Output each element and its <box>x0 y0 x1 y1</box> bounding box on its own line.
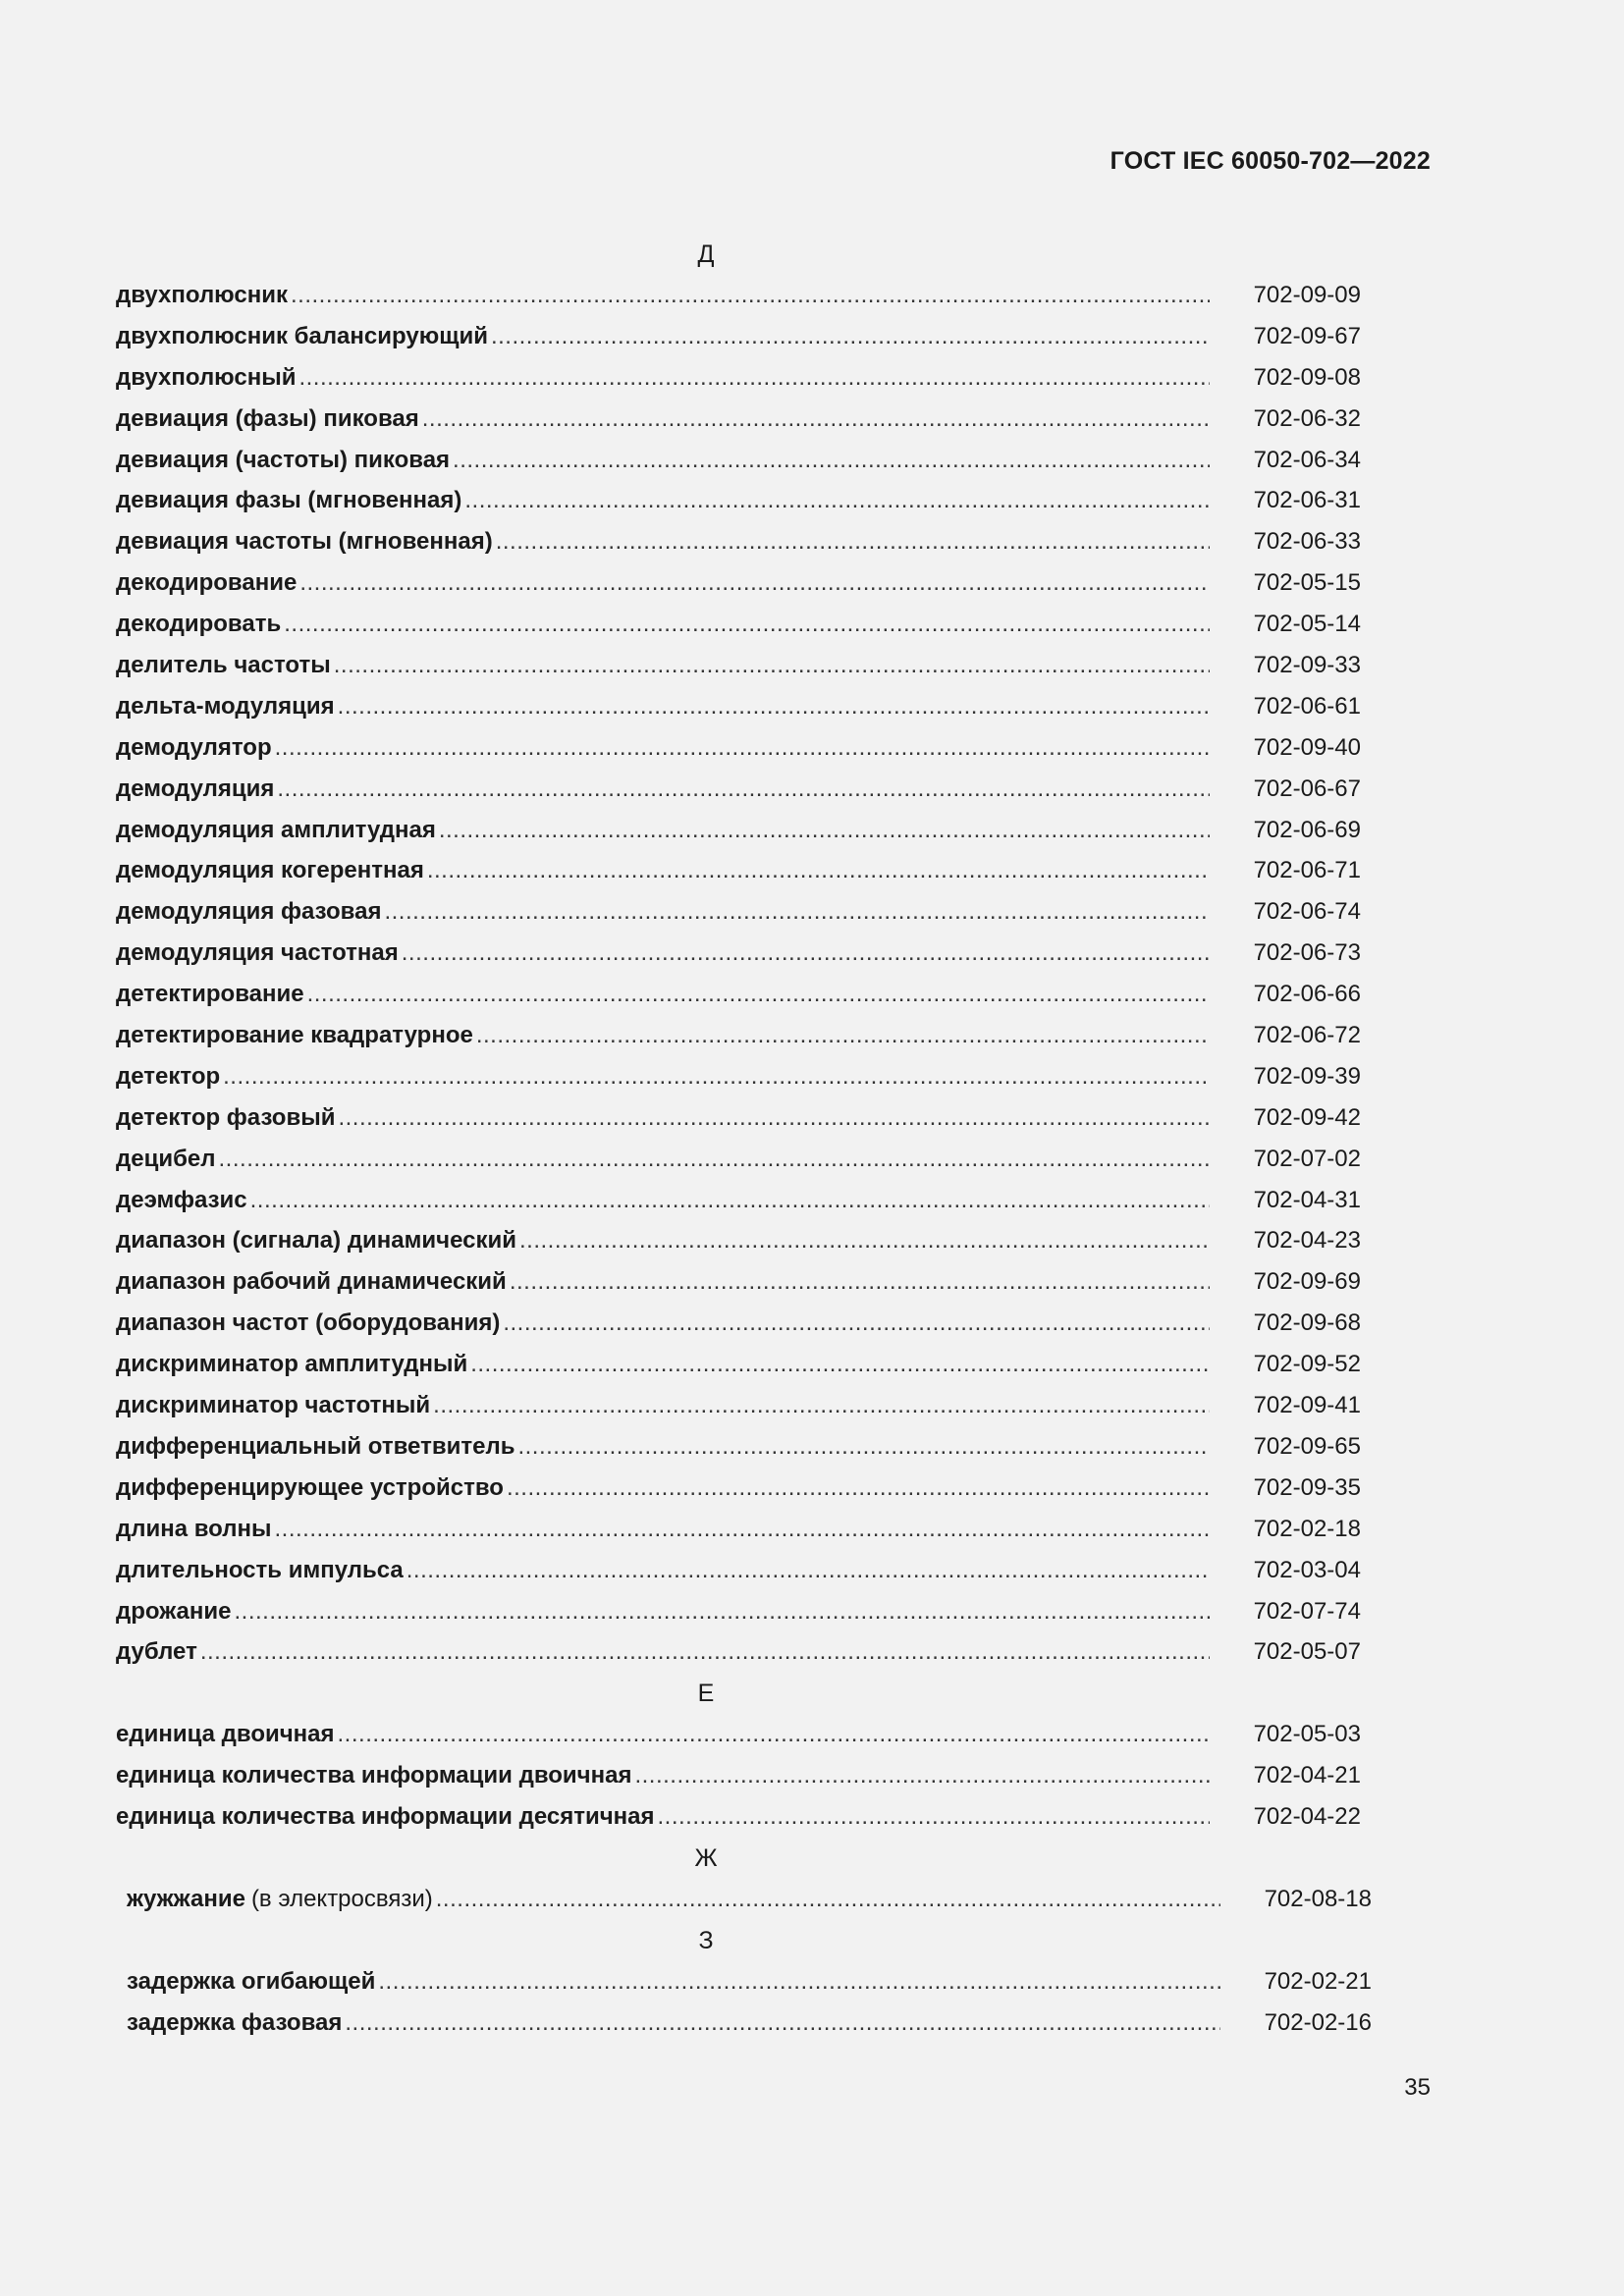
entry-term: задержка фазовая <box>127 2008 343 2036</box>
index-entry <box>116 1139 1390 1180</box>
entry-code: 702-09-09 <box>1253 282 1361 308</box>
entry-term: дублет <box>116 1638 197 1666</box>
entry-term: двухполюсник балансирующий <box>116 322 488 349</box>
dot-leader <box>345 2002 1220 2044</box>
dot-leader <box>274 1509 1210 1550</box>
index-entry <box>116 521 1390 562</box>
dot-leader <box>491 316 1210 357</box>
entry-code: 702-06-71 <box>1253 857 1361 884</box>
section-letter: З <box>698 1926 714 1954</box>
entry-term: девиация (фазы) пиковая <box>116 404 419 432</box>
entry-code: 702-07-74 <box>1253 1597 1361 1625</box>
dot-leader <box>338 1097 1210 1139</box>
dot-leader <box>334 645 1210 686</box>
entry-code: 702-02-21 <box>1264 1967 1372 1995</box>
index-entry <box>116 769 1390 810</box>
index-entry <box>116 1097 1390 1139</box>
index-entry <box>116 686 1390 727</box>
entry-term: детектирование квадратурное <box>116 1022 473 1049</box>
index-entry <box>116 1015 1390 1056</box>
index-section-zh <box>116 1838 1390 1920</box>
index-entry <box>116 891 1390 933</box>
dot-leader <box>436 1879 1220 1920</box>
entry-code: 702-09-40 <box>1253 733 1361 761</box>
index-entry <box>116 1468 1390 1509</box>
entry-code: 702-06-66 <box>1253 981 1361 1008</box>
index-entry <box>116 974 1390 1015</box>
dot-leader <box>275 727 1210 769</box>
section-letter: Е <box>697 1680 715 1708</box>
dot-leader <box>517 1426 1210 1468</box>
dot-leader <box>250 1180 1210 1221</box>
index-entry <box>116 1056 1390 1097</box>
index-entry <box>116 316 1390 357</box>
dot-leader <box>223 1056 1210 1097</box>
entry-code: 702-06-73 <box>1253 939 1361 967</box>
dot-leader <box>510 1261 1210 1303</box>
index-entry <box>116 850 1390 891</box>
dot-leader <box>634 1755 1210 1796</box>
entry-code: 702-06-72 <box>1253 1022 1361 1049</box>
entry-note: (в электросвязи) <box>250 1885 433 1912</box>
entry-code: 702-04-23 <box>1253 1227 1361 1255</box>
dot-leader <box>427 850 1210 891</box>
dot-leader <box>277 769 1210 810</box>
dot-leader <box>338 1714 1210 1755</box>
index-entry <box>116 399 1390 440</box>
dot-leader <box>453 440 1210 481</box>
entry-code: 702-06-61 <box>1253 692 1361 720</box>
entry-term: длительность импульса <box>116 1556 404 1583</box>
dot-leader <box>402 933 1210 974</box>
dot-leader <box>433 1385 1210 1426</box>
entry-code: 702-06-32 <box>1253 404 1361 432</box>
alphabetical-index <box>116 234 1390 2044</box>
dot-leader <box>378 1961 1220 2002</box>
dot-leader <box>470 1344 1210 1385</box>
entry-term: дифференцирующее устройство <box>116 1473 504 1501</box>
index-entry <box>127 1879 1390 1920</box>
entry-code: 702-09-65 <box>1253 1432 1361 1460</box>
dot-leader <box>496 521 1210 562</box>
index-entry <box>116 1426 1390 1468</box>
entry-code: 702-09-33 <box>1253 652 1361 679</box>
entry-term: дифференциальный ответвитель <box>116 1432 515 1460</box>
entry-term: девиация частоты (мгновенная) <box>116 528 493 556</box>
index-entry <box>127 1961 1390 2002</box>
entry-term: длина волны <box>116 1515 272 1542</box>
entry-code: 702-09-08 <box>1253 363 1361 391</box>
dot-leader <box>291 275 1210 316</box>
dot-leader <box>307 974 1210 1015</box>
dot-leader <box>439 810 1210 851</box>
entry-term: детектор фазовый <box>116 1103 336 1131</box>
entry-code: 702-09-68 <box>1253 1309 1361 1337</box>
entry-term: демодуляция <box>116 774 275 802</box>
entry-term: делитель частоты <box>116 652 331 679</box>
entry-term: дискриминатор частотный <box>116 1392 431 1419</box>
entry-code: 702-06-31 <box>1253 487 1361 514</box>
document-header: ГОСТ IEC 60050-702—2022 <box>1110 147 1431 175</box>
entry-term: деэмфазис <box>116 1186 247 1213</box>
dot-leader <box>657 1796 1210 1838</box>
index-section-e <box>116 1673 1390 1838</box>
dot-leader <box>384 891 1210 933</box>
entry-term: жужжание <box>127 1885 245 1912</box>
index-entry <box>116 645 1390 686</box>
dot-leader <box>476 1015 1210 1056</box>
entry-code: 702-05-14 <box>1253 611 1361 638</box>
entry-term: девиация (частоты) пиковая <box>116 446 451 473</box>
dot-leader <box>235 1591 1211 1632</box>
entry-code: 702-09-42 <box>1253 1103 1361 1131</box>
entry-code: 702-09-35 <box>1253 1473 1361 1501</box>
entry-term: девиация фазы (мгновенная) <box>116 487 462 514</box>
entry-term: декодирование <box>116 569 298 597</box>
dot-leader <box>219 1139 1210 1180</box>
entry-code: 702-09-52 <box>1253 1351 1361 1378</box>
entry-term: единица количества информации десятичная <box>116 1803 655 1831</box>
index-entry <box>116 810 1390 851</box>
index-entry <box>116 933 1390 974</box>
entry-code: 702-08-18 <box>1264 1885 1372 1912</box>
index-entry <box>116 1591 1390 1632</box>
entry-term: единица количества информации двоичная <box>116 1762 632 1789</box>
index-entry <box>116 1631 1390 1673</box>
entry-code: 702-04-21 <box>1253 1762 1361 1789</box>
entry-term: дрожание <box>116 1597 232 1625</box>
entry-code: 702-06-74 <box>1253 898 1361 926</box>
entry-term: демодуляция когерентная <box>116 857 424 884</box>
entry-code: 702-06-67 <box>1253 774 1361 802</box>
entry-term: демодуляция амплитудная <box>116 816 436 843</box>
index-entry <box>116 562 1390 604</box>
entry-term: децибел <box>116 1145 216 1172</box>
section-letter: Д <box>697 240 715 268</box>
entry-code: 702-09-41 <box>1253 1392 1361 1419</box>
entry-code: 702-02-16 <box>1264 2008 1372 2036</box>
entry-term: дискриминатор амплитудный <box>116 1351 468 1378</box>
entry-term: двухполюсный <box>116 363 297 391</box>
entry-code: 702-05-03 <box>1253 1721 1361 1748</box>
dot-leader <box>422 399 1210 440</box>
index-section-d <box>116 234 1390 1673</box>
entry-code: 702-07-02 <box>1253 1145 1361 1172</box>
dot-leader <box>338 686 1210 727</box>
entry-term: диапазон частот (оборудования) <box>116 1309 501 1337</box>
entry-term: диапазон рабочий динамический <box>116 1268 507 1296</box>
index-entry <box>116 1509 1390 1550</box>
index-entry <box>116 275 1390 316</box>
entry-code: 702-05-15 <box>1253 569 1361 597</box>
entry-code: 702-06-69 <box>1253 816 1361 843</box>
index-entry <box>116 440 1390 481</box>
entry-term: единица двоичная <box>116 1721 335 1748</box>
index-entry <box>116 1220 1390 1261</box>
dot-leader <box>464 480 1210 521</box>
index-entry <box>116 727 1390 769</box>
index-entry <box>116 604 1390 645</box>
entry-code: 702-05-07 <box>1253 1638 1361 1666</box>
page-number: 35 <box>1404 2074 1431 2101</box>
index-entry <box>116 1550 1390 1591</box>
dot-leader <box>200 1631 1210 1673</box>
entry-term: дельта-модуляция <box>116 692 335 720</box>
dot-leader <box>406 1550 1210 1591</box>
entry-term: демодулятор <box>116 733 272 761</box>
entry-term: декодировать <box>116 611 282 638</box>
entry-term: демодуляция фазовая <box>116 898 382 926</box>
dot-leader <box>519 1220 1210 1261</box>
index-entry <box>116 1385 1390 1426</box>
entry-code: 702-06-34 <box>1253 446 1361 473</box>
dot-leader <box>299 562 1210 604</box>
entry-code: 702-02-18 <box>1253 1515 1361 1542</box>
entry-term: двухполюсник <box>116 282 288 308</box>
entry-term: детектор <box>116 1062 221 1090</box>
index-entry <box>116 480 1390 521</box>
entry-code: 702-03-04 <box>1253 1556 1361 1583</box>
dot-leader <box>503 1303 1210 1344</box>
entry-code: 702-04-22 <box>1253 1803 1361 1831</box>
entry-code: 702-06-33 <box>1253 528 1361 556</box>
dot-leader <box>298 357 1210 399</box>
index-entry <box>116 1261 1390 1303</box>
entry-term: демодуляция частотная <box>116 939 399 967</box>
entry-term: детектирование <box>116 981 304 1008</box>
entry-code: 702-09-39 <box>1253 1062 1361 1090</box>
section-letter: Ж <box>694 1843 718 1872</box>
index-entry <box>116 1796 1390 1838</box>
entry-code: 702-09-67 <box>1253 322 1361 349</box>
index-entry <box>116 1714 1390 1755</box>
index-entry <box>116 357 1390 399</box>
index-entry <box>116 1180 1390 1221</box>
entry-code: 702-04-31 <box>1253 1186 1361 1213</box>
index-entry <box>116 1344 1390 1385</box>
index-entry <box>127 2002 1390 2044</box>
index-section-z <box>116 1920 1390 2044</box>
index-entry <box>116 1303 1390 1344</box>
entry-code: 702-09-69 <box>1253 1268 1361 1296</box>
entry-term: задержка огибающей <box>127 1967 376 1995</box>
dot-leader <box>284 604 1210 645</box>
index-entry <box>116 1755 1390 1796</box>
entry-term: диапазон (сигнала) динамический <box>116 1227 516 1255</box>
dot-leader <box>507 1468 1210 1509</box>
